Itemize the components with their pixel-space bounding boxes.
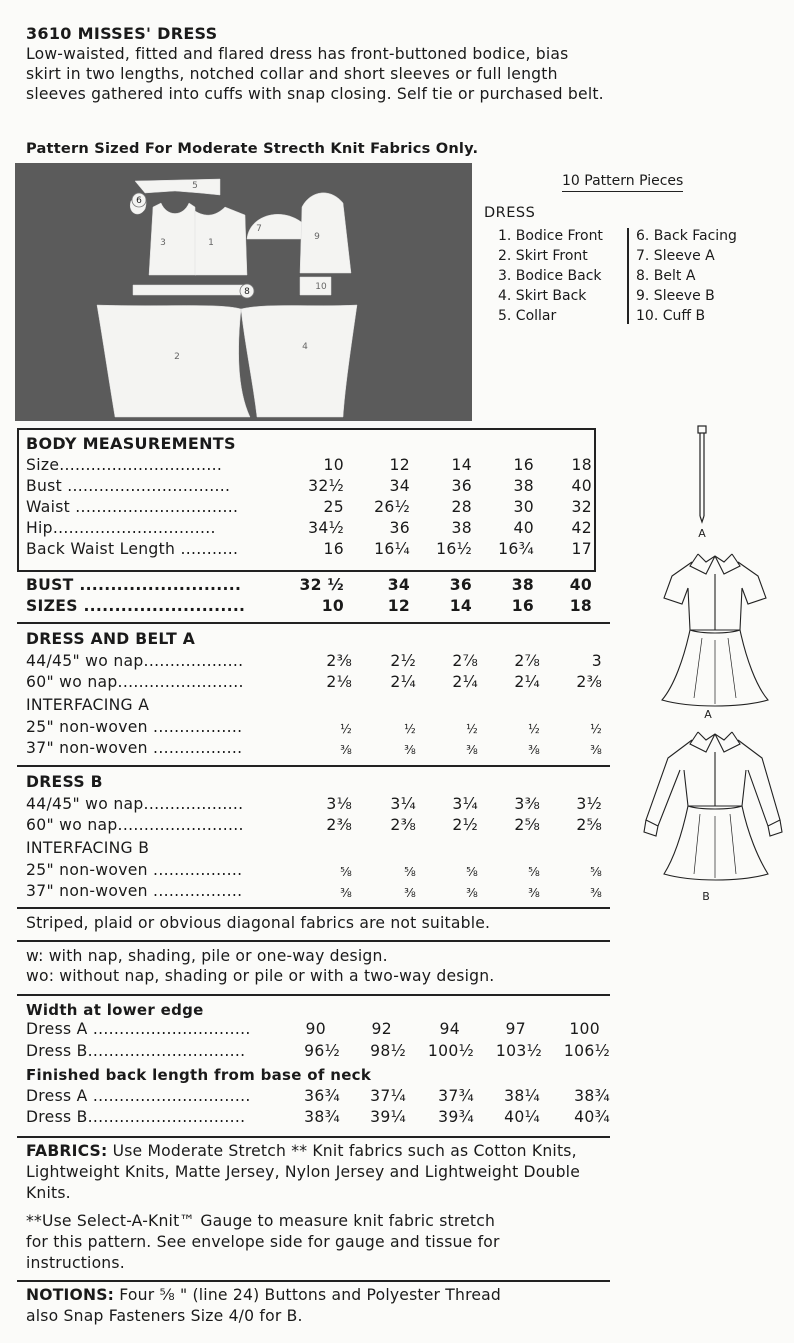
- belt-illustration: [680, 424, 724, 542]
- pattern-pieces-heading: DRESS: [484, 205, 536, 221]
- divider: [17, 1136, 610, 1138]
- section-heading: DRESS B: [26, 773, 103, 791]
- piece-skirt-back: [241, 305, 357, 417]
- section-heading: INTERFACING B: [26, 839, 150, 857]
- nap-note-w: w: with nap, shading, pile or one-way design.: [26, 947, 388, 965]
- piece-label-6: 6: [136, 196, 142, 206]
- divider: [17, 994, 610, 996]
- piece-label-7: 7: [256, 224, 262, 234]
- pattern-pieces-count: 10 Pattern Pieces: [562, 173, 683, 192]
- description: Low-waisted, fitted and flared dress has front-buttoned bodice, bias skirt in two lengths, notched collar and short sleeves or full length sleeves gathered into cuffs with snap closing. Self tie or purchased belt.: [26, 45, 604, 103]
- piece-item: 5. Collar: [498, 308, 557, 324]
- piece-item: 10. Cuff B: [636, 308, 706, 324]
- dress-a-label: A: [704, 708, 712, 721]
- notions-line: [26, 1285, 501, 1306]
- gauge-note-line: for this pattern. See envelope side for gauge and tissue for: [26, 1233, 500, 1251]
- piece-sleeve-b: [300, 193, 351, 273]
- piece-bodice-back: [149, 203, 196, 275]
- piece-item: 4. Skirt Back: [498, 288, 587, 304]
- piece-label-5: 5: [192, 181, 198, 191]
- page-title: 3610 MISSES' DRESS: [26, 24, 218, 43]
- divider: [17, 765, 610, 767]
- dress-b-illustration: [640, 726, 786, 904]
- dress-b-label: B: [702, 890, 710, 903]
- section-heading: Width at lower edge: [26, 1001, 204, 1019]
- fabrics-label: FABRICS:: [26, 1142, 108, 1160]
- section-heading: INTERFACING A: [26, 696, 150, 714]
- piece-label-8: 8: [244, 287, 250, 297]
- subtitle: Pattern Sized For Moderate Strecth Knit Fabrics Only.: [26, 140, 479, 157]
- piece-label-10: 10: [315, 282, 327, 292]
- divider: [17, 1280, 610, 1282]
- piece-item: 2. Skirt Front: [498, 248, 588, 264]
- piece-item: 6. Back Facing: [636, 228, 737, 244]
- piece-item: 9. Sleeve B: [636, 288, 715, 304]
- piece-item: 3. Bodice Back: [498, 268, 602, 284]
- gauge-note-line: **Use Select-A-Knit™ Gauge to measure knit fabric stretch: [26, 1212, 496, 1230]
- fabrics-text: Use Moderate Stretch ** Knit fabrics such as Cotton Knits, Lightweight Knits, Matte Jersey, Nylon Jersey and Lightweight Double Knits.: [26, 1142, 581, 1202]
- belt-label: A: [698, 527, 706, 540]
- piece-item: 7. Sleeve A: [636, 248, 715, 264]
- pieces-divider: [627, 228, 629, 324]
- piece-label-1: 1: [208, 238, 214, 248]
- fabrics-paragraph: [26, 1141, 611, 1204]
- striped-note: Striped, plaid or obvious diagonal fabrics are not suitable.: [26, 914, 491, 932]
- divider: [17, 907, 610, 909]
- pattern-pieces-list-left: [498, 226, 618, 326]
- nap-note-wo: wo: without nap, shading or pile or with a two-way design.: [26, 967, 495, 985]
- notions-label: NOTIONS:: [26, 1286, 115, 1304]
- dress-a-illustration: [650, 548, 780, 722]
- body-measurements-heading: BODY MEASUREMENTS: [26, 434, 236, 453]
- piece-label-4: 4: [302, 342, 308, 352]
- notions-text: Four ⅝ " (line 24) Buttons and Polyester Thread: [114, 1286, 502, 1304]
- divider: [17, 940, 610, 942]
- piece-bodice-front: [195, 207, 247, 275]
- section-heading: DRESS AND BELT A: [26, 630, 196, 648]
- section-heading: Finished back length from base of neck: [26, 1066, 372, 1084]
- piece-label-3: 3: [160, 238, 166, 248]
- piece-collar: [135, 179, 220, 195]
- piece-item: 8. Belt A: [636, 268, 696, 284]
- gauge-note-line: instructions.: [26, 1254, 125, 1272]
- piece-label-9: 9: [314, 232, 320, 242]
- pattern-pieces-drawing: [15, 163, 472, 421]
- notions-line: also Snap Fasteners Size 4/0 for B.: [26, 1307, 303, 1325]
- piece-belt: [133, 285, 250, 295]
- divider: [17, 622, 610, 624]
- pattern-pieces-list-right: [636, 226, 737, 326]
- pattern-pieces-image: [15, 163, 472, 421]
- piece-label-2: 2: [174, 352, 180, 362]
- piece-item: 1. Bodice Front: [498, 228, 603, 244]
